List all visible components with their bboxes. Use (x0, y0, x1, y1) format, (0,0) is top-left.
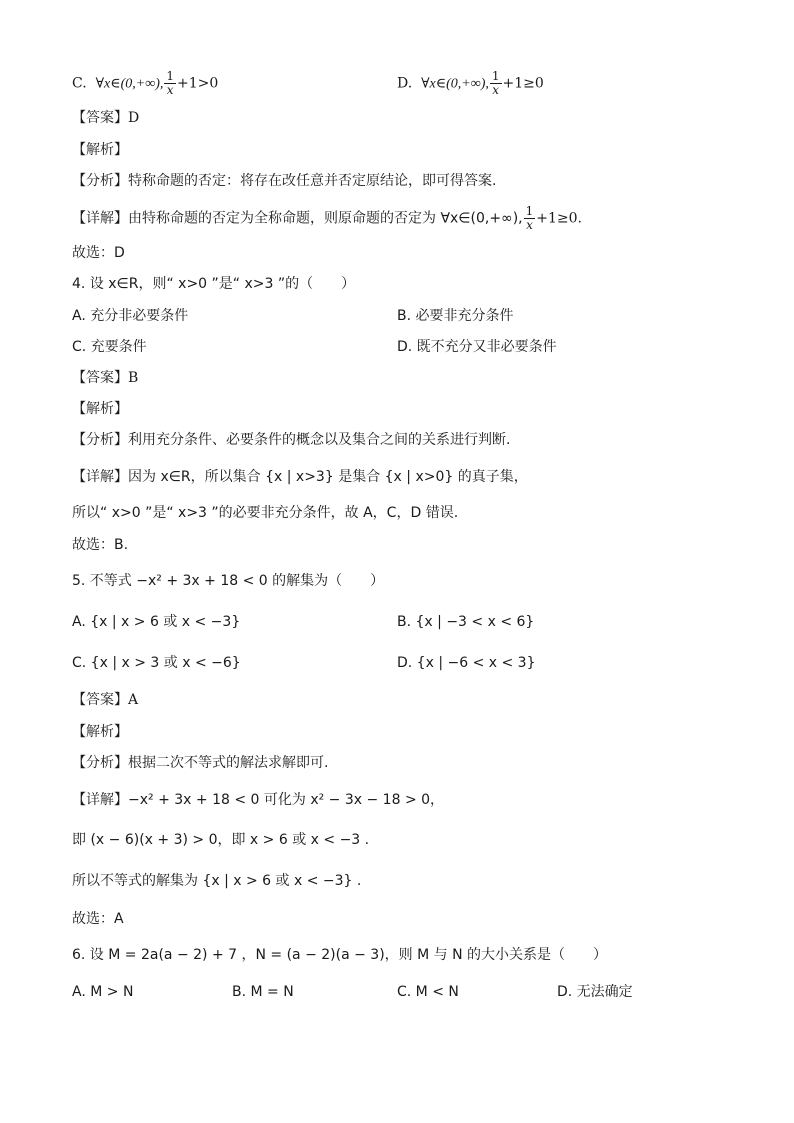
q3-option-c-post: +1>0 (177, 75, 219, 92)
q4-line2: 所以“ x>0 ”是“ x>3 ”的必要非充分条件，故 A，C，D 错误. (72, 505, 459, 521)
q3-xiangjie-pre: 由特称命题的否定为全称命题，则原命题的否定为 ∀x∈(0,+∞), (128, 210, 523, 227)
q5-line3: 所以不等式的解集为 {x | x > 6 或 x < −3} . (72, 873, 362, 889)
q4-answer (72, 368, 138, 388)
q5-fenxi-text: 根据二次不等式的解法求解即可. (128, 755, 329, 771)
q5-fenxi-tag: 【分析】 (72, 755, 128, 771)
q3-option-c-pre: ∀x∈(0,+∞), (95, 76, 164, 92)
q3-option-d-numerator: 1 (491, 69, 500, 83)
q4-answer-value: B (128, 370, 139, 386)
q5-option-d: D. {x | −6 < x < 3} (397, 655, 536, 671)
q3-option-d-post: +1≥0 (502, 75, 544, 92)
q4-stem: 4. 设 x∈R，则“ x>0 ”是“ x>3 ”的（ ） (72, 276, 356, 292)
q4-option-a: A. 充分非必要条件 (72, 308, 189, 324)
q4-option-b: B. 必要非充分条件 (397, 308, 514, 324)
q3-answer (72, 108, 139, 128)
q5-fenxi (72, 753, 328, 773)
q3-xiangjie-numerator: 1 (525, 204, 534, 218)
q3-xiangjie-denominator: x (526, 218, 533, 232)
q3-option-d (397, 70, 544, 97)
q4-answer-tag: 【答案】 (72, 370, 128, 386)
q4-option-c: C. 充要条件 (72, 339, 147, 355)
q5-answer-value: A (128, 692, 139, 708)
q3-analysis-tag: 【解析】 (72, 142, 128, 158)
q5-answer-tag: 【答案】 (72, 692, 128, 708)
q3-fenxi-text: 特称命题的否定：将存在改任意并否定原结论，即可得答案. (128, 173, 497, 189)
q5-option-a: A. {x | x > 6 或 x < −3} (72, 614, 241, 630)
q5-choose: 故选：A (72, 911, 124, 927)
q6-option-c: C. M < N (397, 984, 459, 1000)
q3-option-d-label: D. (397, 75, 413, 92)
q3-xiangjie (72, 205, 582, 232)
q4-fenxi-tag: 【分析】 (72, 432, 128, 448)
q3-fenxi-tag: 【分析】 (72, 173, 128, 189)
q5-xiangjie-text: −x² + 3x + 18 < 0 可化为 x² − 3x − 18 > 0， (128, 792, 445, 808)
q3-xiangjie-tag: 【详解】 (72, 210, 128, 227)
q3-option-c-numerator: 1 (166, 69, 174, 83)
q4-fenxi (72, 430, 510, 450)
q3-option-c-label: C. (72, 75, 87, 92)
q3-option-c-fraction (164, 70, 176, 97)
q3-xiangjie-post: +1≥0. (536, 210, 583, 227)
q3-option-d-pre: ∀x∈(0,+∞), (421, 76, 489, 92)
q5-line2: 即 (x − 6)(x + 3) > 0，即 x > 6 或 x < −3 . (72, 832, 370, 848)
q5-analysis-tag: 【解析】 (72, 724, 128, 740)
q4-fenxi-text: 利用充分条件、必要条件的概念以及集合之间的关系进行判断. (128, 432, 511, 448)
q5-option-b: B. {x | −3 < x < 6} (397, 614, 535, 630)
q5-stem: 5. 不等式 −x² + 3x + 18 < 0 的解集为（ ） (72, 573, 385, 589)
q5-xiangjie-tag: 【详解】 (72, 792, 128, 808)
q5-option-c: C. {x | x > 3 或 x < −6} (72, 655, 241, 671)
q3-option-c-denominator: x (166, 83, 174, 97)
q4-xiangjie (72, 467, 528, 487)
q3-xiangjie-fraction (524, 205, 536, 232)
q5-answer (72, 690, 138, 710)
q4-option-d: D. 既不充分又非必要条件 (397, 339, 557, 355)
q3-option-c (72, 70, 218, 97)
q3-choose: 故选：D (72, 245, 125, 261)
q5-xiangjie (72, 790, 444, 810)
q6-option-d: D. 无法确定 (557, 984, 633, 1000)
q6-stem: 6. 设 M = 2a(a − 2) + 7 ，N = (a − 2)(a − 3)，则 M 与 N 的大小关系是（ ） (72, 947, 608, 963)
q3-answer-tag: 【答案】 (72, 110, 128, 126)
q4-choose: 故选：B. (72, 537, 129, 553)
q6-option-a: A. M > N (72, 984, 134, 1000)
q3-answer-value: D (128, 110, 140, 126)
q3-fenxi (72, 171, 496, 191)
q3-option-d-fraction (490, 70, 502, 97)
q6-option-b: B. M = N (232, 984, 294, 1000)
q4-xiangjie-text: 因为 x∈R，所以集合 {x | x>3} 是集合 {x | x>0} 的真子集， (128, 469, 528, 485)
q3-option-d-denominator: x (492, 83, 500, 97)
q4-analysis-tag: 【解析】 (72, 401, 128, 417)
q4-xiangjie-tag: 【详解】 (72, 469, 128, 485)
